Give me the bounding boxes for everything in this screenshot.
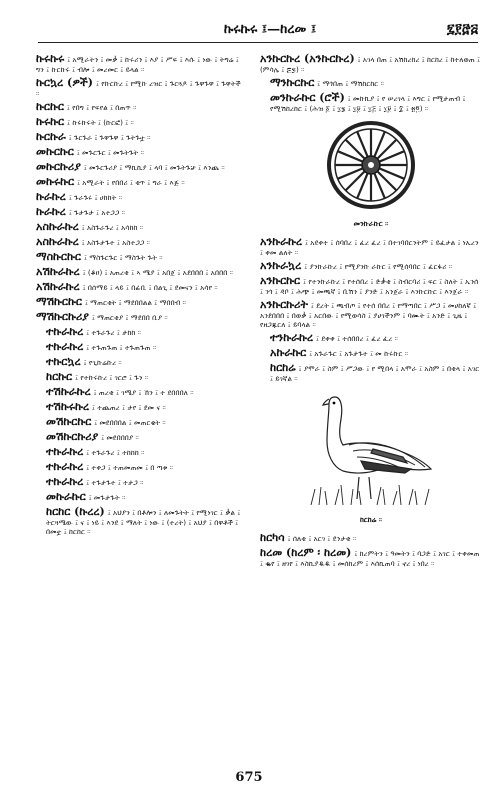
headword: ኩሩኩሩ (36, 52, 65, 65)
definition: ፤ የተኩሩኩረ ፤ ገርሮ ፤ ጉን ። (75, 373, 149, 382)
wheel-caption: መንኩራኩር ። (353, 219, 389, 228)
headword: አሽኩራኩረ (36, 265, 80, 278)
headword: ተኩርኳረ (46, 355, 81, 368)
definition: ፤ ጉርጉራ ፤ ጉዋጉዋ ፤ ጉትጉቷ ። (68, 133, 151, 142)
dictionary-entry (36, 100, 246, 113)
wheel-illustration (260, 119, 482, 215)
dictionary-entry (36, 265, 246, 278)
headword: አንኩርኩረ (አንኩርኩረ) (260, 52, 355, 65)
dictionary-entry (260, 235, 482, 257)
headword: ማስኩርኩር (36, 250, 81, 263)
dictionary-entry (36, 415, 246, 428)
headword: አንኩርኩሪት (260, 298, 308, 311)
dictionary-entry (36, 235, 246, 248)
definition: ፤ ሰለቂ ፤ አርገ ፤ ደንታቂ ። (287, 534, 357, 543)
headword: ከረመ (ከረም ፡ ከረመ) (260, 546, 352, 559)
definition: ፤ የበግ ፤ የፍየል ፤ በጠጥ ። (66, 103, 137, 112)
dictionary-entry (36, 130, 246, 143)
definition: ፤ ከረምትን ፤ ዓመትን ፤ ባጋድ ፤ አገር ፤ ተቀመጠ ፤ ቈየ ፤ ዘገየ ፤ እስኪያዱዱ ፤ መሰከረም ፤ እሰኪጠባ ፤ ኖረ ፤ ነበረ ። (260, 549, 480, 568)
headword: ተሽኩሩኩረ (46, 400, 90, 413)
definition: ፤ መደበበበል ፤ መጠርቄት ። (94, 418, 166, 427)
headword: አንኩራኳረ (260, 259, 302, 272)
dictionary-entry (36, 400, 246, 413)
dictionary-entry (260, 546, 482, 568)
definition: ፤ አደቀተ ፤ ሰባበረ ፤ ፈረ ፈረ ፤ በተገባበርንትም ፤ ይፈታል ፤ ነኡረን ፤ ቀመ ልለት ። (260, 238, 479, 257)
dictionary-entry (36, 175, 246, 188)
definition: ፤ አሚራትን ፤ መቃ ፤ ኩሩሪን ፤ እያ ፤ ሥፍ ፤ እሱ ፤ ነው ፤ ትግሬ ፤ ግን ፤ ኩርኩሩ ፤ ብሎ ፤ መረመር ፤ ይላል ። (36, 55, 239, 74)
headword: አሽኩራኩረ (36, 280, 80, 293)
dictionary-entry (36, 190, 246, 203)
definition: ፤ መኩኪያ ፤ የ ሠረገላ ፤ እግር ፤ የሚታጠብ ፤ የሚሽከረከር ፤ (ሕዝ ፩ ፤ ፲፮ ፤ ፲፱ ፤ ፲፭ ፤ ፲፱ ፤ ፰ ፤ ፳፬) ። (270, 94, 466, 113)
dictionary-entry (36, 355, 246, 368)
definition: ፤ ማስጉርጉር ፤ ማስጉት ጉት ። (83, 253, 163, 262)
headword: መኩሩኩር (36, 175, 75, 188)
headword: መኩርኩር (36, 145, 74, 158)
definition: ፤ ተጨጠረ ፤ ታየ ፤ ደመ ና ። (92, 403, 166, 412)
dictionary-entry (260, 346, 482, 359)
dictionary-entry (36, 205, 246, 218)
headword: ከርከር (ኩረረ) (46, 505, 105, 518)
dictionary-entry (36, 220, 246, 233)
dictionary-entry (260, 531, 482, 544)
headword: አኩራኩር (270, 346, 307, 359)
bird-icon (301, 389, 441, 507)
definition: ፤ ያንኩራኩረ ፤ የሚያንኩ ራኩር ፤ የሚሰባበር ፤ ፈርፋሪ ። (304, 262, 453, 271)
dictionary-entry (36, 445, 246, 458)
ethiopic-page-number: ፯፻፸፭ (446, 22, 478, 37)
definition: ፤ የጊኩሬኩረ ። (83, 358, 122, 367)
headword: ተንኩራኩረ (270, 331, 314, 344)
headword: ኩራኩረ (36, 190, 66, 203)
dictionary-entry (260, 331, 482, 344)
headword: አስኩራኩረ (36, 220, 79, 233)
definition: ፤ ደረት ፤ ጫብጦ ፤ የተሰ በበረ ፤ የማጣበር ፤ ሥጋ ፤ መሀከለኛ ፤ አንደበበበ ፤ በወቃ ፤ አርበው ፤ የሚወሳስ ፤ ያሀገችንም ፤ ባሙት ፤ አንድ ፤ ጊዜ ፤ የዘጋጁርለ ፤ ይባላል ። (260, 301, 477, 329)
headword: አስኩራኩረ (36, 235, 79, 248)
headword: ከርኩር (46, 370, 73, 383)
headword: ኩሩኩር (36, 115, 65, 128)
definition: ፤ አሚራት ፤ የበበሪ ፤ ቂጥ ፤ ግራ ፤ እጅ ። (77, 178, 185, 187)
dictionary-entry (260, 259, 482, 272)
headword: መሽኩርኩር (46, 415, 92, 428)
dictionary-entry (260, 76, 482, 89)
dictionary-entry (260, 298, 482, 329)
dictionary-entry (36, 325, 246, 338)
definition: ፤ ተቀጋ ፤ ተጠመጠመ ፤ በ ጣቱ ። (86, 463, 174, 472)
headword: አንኩራኩረ (260, 235, 303, 248)
dictionary-entry (36, 370, 246, 383)
dictionary-entry (260, 91, 482, 113)
header-rule (38, 42, 478, 43)
headword: አንኩርኩር (260, 274, 301, 287)
headword: ማሽኩርኩር (36, 295, 82, 308)
headword: ተኩራኩረ (46, 340, 84, 353)
definition: ፤ ተጉራጉረ ፤ ተከከከ ። (86, 448, 145, 457)
dictionary-entry (36, 385, 246, 398)
dictionary-entry (260, 361, 482, 383)
definition: ፤ ያሞራ ፤ ስም ፤ ሥጋው ፤ የ ሚበላ ፤ አሞራ ፤ አስም ፤ በቂላ ፤ አገር ፤ ይገኛል ። (270, 364, 480, 383)
definition: ፤ ጠረቂ ፤ ገሜያ ፤ ኸን ፤ ተ ደበበበለ ። (93, 388, 194, 397)
definition: ፤ ጉራጉሩ ፤ ሀከከት ። (68, 193, 123, 202)
definition: ፤ አስጉታጉተ ፤ አስተጋጋ ። (81, 238, 150, 247)
headword: መኩርኩሪያ (36, 160, 81, 173)
dictionary-entry (36, 280, 246, 293)
definition: ፤ መጉታጉት ። (88, 493, 126, 502)
headword: ተኩራኩረ (46, 460, 84, 473)
headword: ከርከሬ (270, 361, 296, 374)
definition: ፤ ተጉራጉረ ፤ ታከከ ። (86, 328, 142, 337)
dictionary-entry (36, 145, 246, 158)
definition: ፤ (ቆዐ) ፤ አጠረቂ ፤ ኣ ሜያ ፤ አበጀ ፤ አደበበበ ፤ አበበበ ። (82, 268, 233, 277)
headword: መኩራኩር (46, 490, 86, 503)
definition: ፤ ተጉጠጉጠ ፤ ተጉጠጉጠ ። (86, 343, 157, 352)
dictionary-entry (36, 160, 246, 173)
definition: ፤ ደቀቀ ፤ ተሰበበረ ፤ ፈረ ፈረ ። (316, 334, 398, 343)
headword: መሽኩርኩሪያ (46, 430, 99, 443)
headword: ማንኩርኩር (270, 76, 315, 89)
definition: ፤ ማጠርቂያ ፤ ማደበበ ቢያ ። (91, 313, 168, 322)
definition: ፤ የተንኩራኩረ ፤ የተሰበረ ፤ ድቃቂ ፤ ስብርባሪ ፤ ፍር ፤ ስለት ፤ ኡንሰ ፤ ንጎ ፤ ዳቦ ፤ ሕጭ ፤ መጫኛ ፤ ቢሽን ፤ ያንድ ፤ አንጀራ ፤ እንኩርኩር ፤ እንጀራ ። (260, 277, 479, 296)
wheel-icon (325, 119, 417, 211)
definition: ፤ በሰማይ ፤ ላይ ፤ በፊቢ ፤ በልጊ ፤ ደመናን ፤ አሳየ ። (82, 283, 218, 292)
headword: መንኩራኩር (ሮች) (270, 91, 345, 104)
bird-illustration (260, 389, 482, 511)
definition: ፤ አጉራጉር ፤ አጉታጉተ ፤ መ ኩሩኩር ። (309, 349, 409, 358)
dictionary-entry (36, 310, 246, 323)
dictionary-entry (36, 340, 246, 353)
headword: ኩርኩራ (36, 130, 66, 143)
left-column (36, 52, 246, 538)
definition: ፤ ማጠርቂት ፤ ማደበበልል ፤ ማበበብ ። (84, 298, 187, 307)
headword: ማሽኩርኩሪያ (36, 310, 89, 323)
headword: ተኩራኩረ (46, 475, 84, 488)
definition: ፤ አገላ በጠ ፤ አሽከረከረ ፤ ከርከረ ፤ ከተለወጠ ፤ (ምሳሌ ፤ ፷፯) ። (260, 55, 481, 74)
headword: ተሽኩራኩረ (46, 385, 91, 398)
dictionary-entry (36, 76, 246, 98)
page-number: 675 (235, 770, 263, 785)
definition: ፤ አህያን ፤ በቶሎን ፤ ለመጉትት ፤ የሚነገር ፤ ቃል ፤ ትርጓሜው ፤ ና ፤ ነይ ፤ እንደ ፤ ማለት ፤ ነው ፤ (ተረት) ፤ አህያ ፤ በዋቶች ፤ በመቷ ፤ ከርከር ። (46, 508, 241, 536)
definition: ፤ ጉታጉታ ፤ አተጋጋ ። (68, 208, 125, 217)
dictionary-entry (36, 115, 246, 128)
definition: ፤ መጉርጉሪያ ፤ ማኪኪያ ፤ ላባ ፤ መጉትጉቻ ፤ እንጨ ። (83, 163, 225, 172)
definition: ፤ ኩሩኩሩት ፤ (ኩርፎ) ፤ ። (67, 118, 134, 127)
dictionary-entry (36, 250, 246, 263)
definition: ፤ ማጎበጠ ፤ ማሽከርከር ። (317, 79, 384, 88)
definition: ፤ ተጉታጉተ ፤ ተታጋ ። (86, 478, 144, 487)
dictionary-entry (36, 460, 246, 473)
headword: ከርካሳ (260, 531, 285, 544)
definition: ፤ አስጉራጉረ ፤ አሳከከ ። (81, 223, 144, 232)
dictionary-entry (36, 475, 246, 488)
running-header: ኩሩኩሩ ፤—ከረመ ፤ (223, 22, 317, 37)
dictionary-entry (260, 274, 482, 296)
dictionary-entry (36, 295, 246, 308)
headword: ኩርኩር (36, 100, 64, 113)
definition: ፤ መደበበበያ ። (101, 433, 139, 442)
definition: ፤ መጉርጉር ፤ መጉትጉት ። (76, 148, 144, 157)
dictionary-entry (36, 505, 246, 536)
dictionary-entry (36, 490, 246, 503)
headword: ተኩራኩረ (46, 325, 84, 338)
dictionary-entry (260, 52, 482, 74)
headword: ተኩራኩረ (46, 445, 84, 458)
headword: ኩርኳረ (ዎች) (36, 76, 93, 89)
definition: ፤ የኩርኩረ ፤ የሚኩ ረዝር ፤ ጉርጓዶ ፤ ጉዋጉዋ ፤ ጉዋትች ። (36, 79, 241, 98)
bird-caption: ከርከሬ ። (359, 515, 383, 524)
dictionary-entry (36, 52, 246, 74)
headword: ኩራኩረ (36, 205, 66, 218)
dictionary-entry (36, 430, 246, 443)
right-column (260, 52, 482, 570)
